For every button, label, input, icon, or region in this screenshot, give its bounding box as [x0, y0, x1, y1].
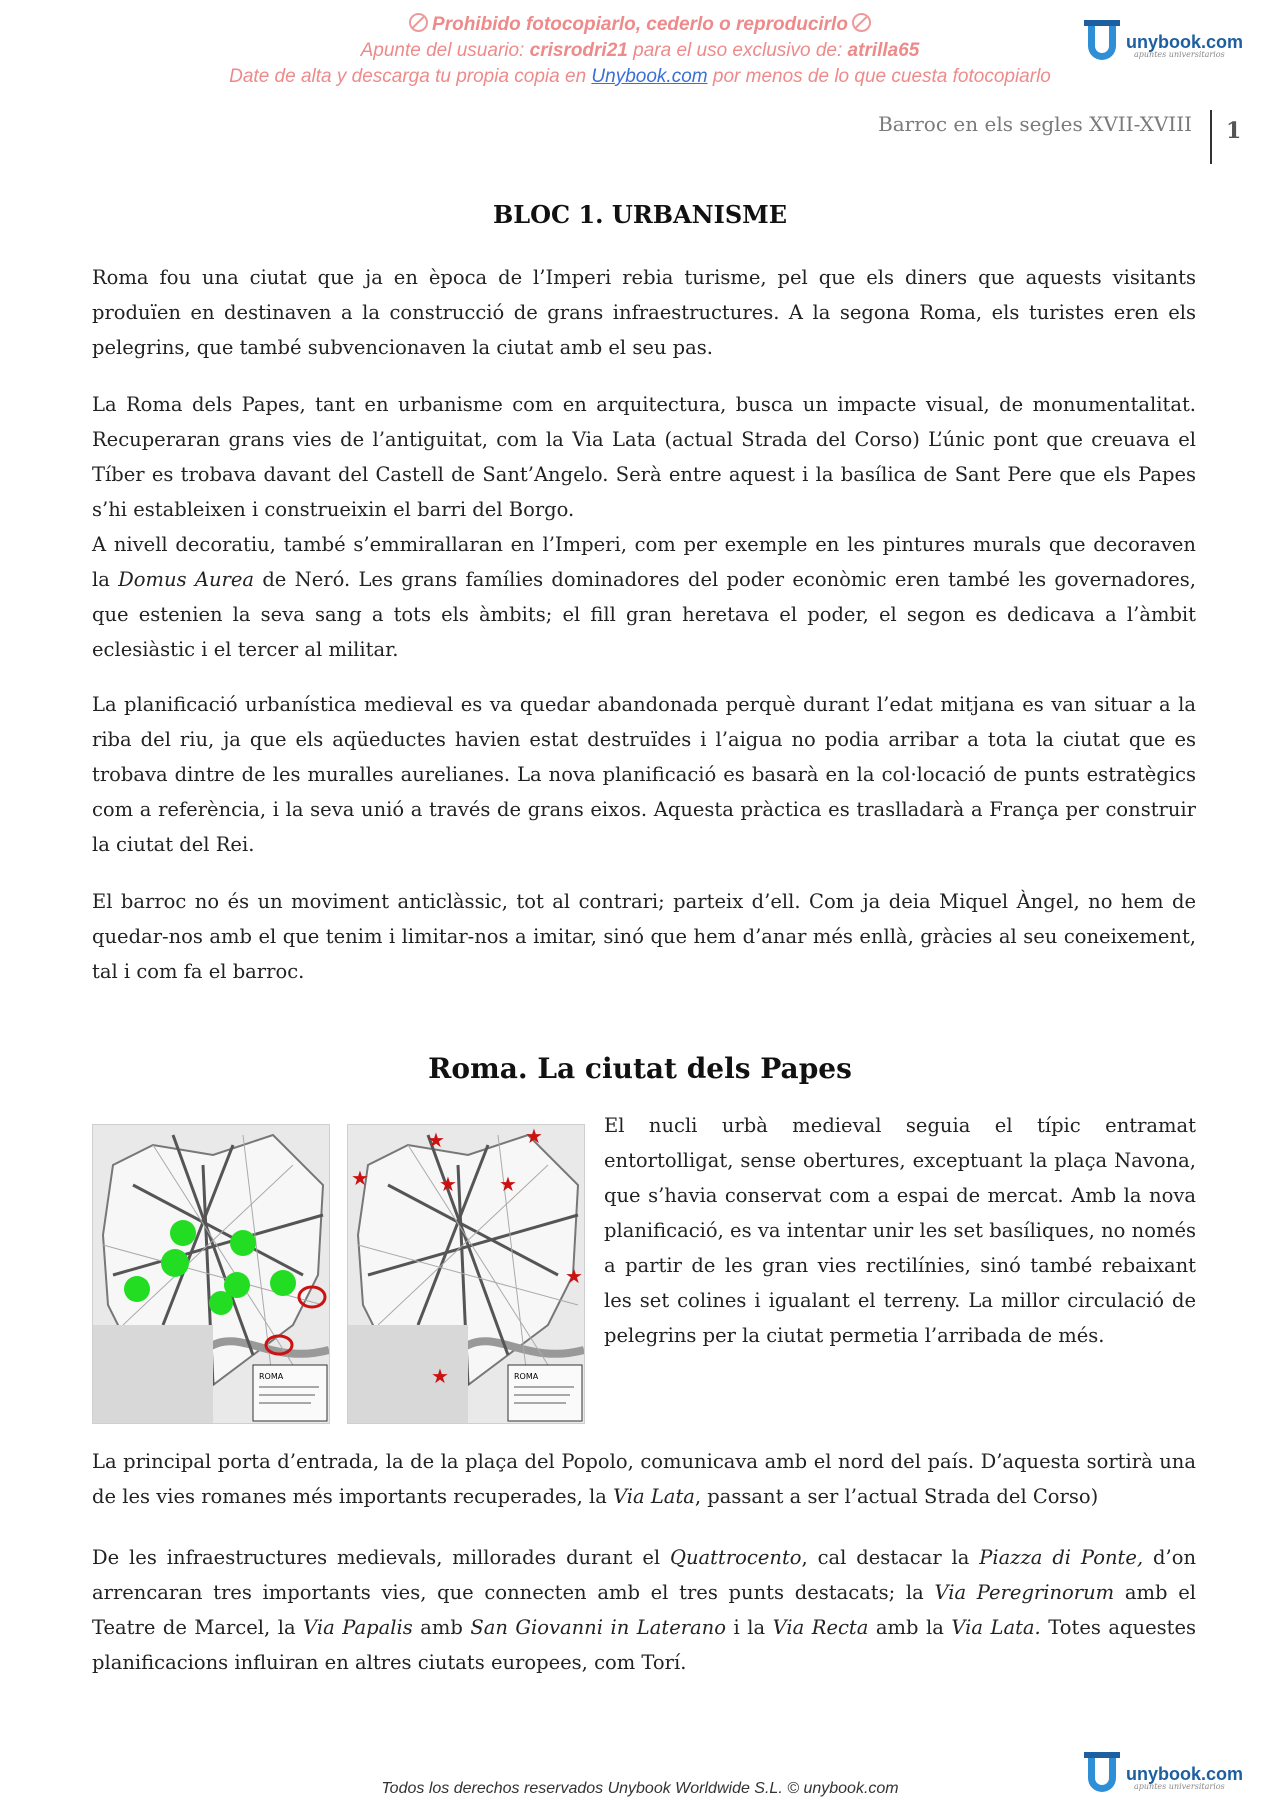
footer-copyright: Todos los derechos reservados Unybook Worldwide S.L. © unybook.com [381, 1780, 899, 1797]
watermark-line-2: Apunte del usuario: crisrodri21 para el uso exclusivo de: atrilla65 [360, 40, 920, 61]
prohibited-icon [409, 13, 428, 32]
rome-map-gates [347, 1124, 585, 1424]
paragraph-popolo: La principal porta d’entrada, la de la plaça del Popolo, comunicava amb el nord del país. D’aquesta sortirà una de les vies romanes més importants recuperades, la Via Lata, passant a ser l’actual Strada del Corso) [92, 1450, 1196, 1508]
svg-text:ROMA: ROMA [259, 1372, 284, 1381]
prohibited-icon [852, 13, 871, 32]
basilica-marker [161, 1249, 189, 1277]
page-number: 1 [1210, 110, 1241, 164]
unybook-logo-footer[interactable]: unybook.com apuntes universitarios [1086, 1752, 1243, 1796]
paragraph-3: A nivell decoratiu, també s’emmirallaran en l’Imperi, com per exemple en les pintures murals que decoraven la Domus Aurea de Neró. Les grans famílies dominadores del poder econòmic eren també les governadores, que estenien la seva sang a tots els àmbits; el fill gran heretava el poder, el segon es dedicava a l’àmbit eclesiàstic i el tercer al militar. [92, 533, 1197, 661]
gate-star-icon: ★ [351, 1166, 369, 1190]
unybook-u-icon [1086, 1752, 1124, 1796]
paragraph-1: Roma fou una ciutat que ja en època de l’Imperi rebia turisme, pel que els diners que aquests visitants produïen en destinaven a la construcció de grans infraestructures. A la segona Roma, els turistes eren els pelegrins, que també subvencionaven la ciutat amb el seu pas. [92, 266, 1196, 359]
basilica-marker [270, 1270, 296, 1296]
gate-star-icon: ★ [499, 1172, 517, 1196]
basilica-marker [230, 1230, 256, 1256]
side-paragraph: El nucli urbà medieval seguia el típic entramat entortolligat, sense obertures, exceptuant la plaça Navona, que s’havia conservat com a espai de mercat. Amb la nova planificació, es va intentar unir les set basíliques, no només a partir de les gran vies rectilínies, sinó també rebaixant les set colines i igualant el terreny. La millor circulació de pelegrins per la ciutat permetia l’arribada de més. [604, 1114, 1196, 1347]
paragraph-2: La Roma dels Papes, tant en urbanisme com en arquitectura, busca un impacte visual, de monumentalitat. Recuperaran grans vies de l’antiguitat, com la Via Lata (actual Strada del Corso) L’únic pont que creuava el Tíber es trobava davant del Castell de Sant’Angelo. Serà entre aquest i la basílica de Sant Pere que els Papes s’hi estableixen i construeixin el barri del Borgo. [92, 393, 1196, 521]
paragraph-4: La planificació urbanística medieval es va quedar abandonada perquè durant l’edat mitjana es van situar a la riba del riu, ja que els aqüeductes havien estat destruïdes i l’aigua no podia arribar a tota la ciutat que es trobava dintre de les muralles aurelianes. La nova planificació es basarà en la col·locació de punts estratègics com a referència, i la seva unió a través de grans eixos. Aquesta pràctica es traslladarà a França per construir la ciutat del Rei. [92, 693, 1196, 856]
paragraph-5: El barroc no és un moviment anticlàssic, tot al contrari; parteix d’ell. Com ja deia Miquel Àngel, no hem de quedar-nos amb el que tenim i limitar-nos a imitar, sinó que hem d’anar més enllà, gràcies al seu coneixement, tal i com fa el barroc. [92, 890, 1196, 983]
running-title: Barroc en els segles XVII-XVIII [878, 112, 1192, 136]
watermark-line-3: Date de alta y descarga tu propia copia en Unybook.com por menos de lo que cuesta fotocopiarlo [229, 66, 1051, 87]
paragraph-infrastructures: De les infraestructures medievals, millorades durant el Quattrocento, cal destacar la Piazza di Ponte, d’on arrencaran tres importants vies, que connecten amb el tres punts destacats; la Via Peregrinorum amb el Teatre de Marcel, la Via Papalis amb San Giovanni in Laterano i la Via Recta amb la Via Lata. Totes aquestes planificacions influiran en altres ciutats europees, com Torí. [92, 1546, 1197, 1674]
unybook-u-icon [1086, 20, 1124, 64]
gate-star-icon: ★ [525, 1125, 543, 1148]
rome-map-1-drawing [93, 1125, 329, 1423]
basilica-marker [124, 1276, 150, 1302]
gate-star-icon: ★ [565, 1264, 583, 1288]
unybook-link[interactable]: Unybook.com [591, 66, 708, 87]
gate-star-icon: ★ [431, 1364, 449, 1388]
basilica-marker [209, 1291, 233, 1315]
watermark-line-1: Prohibido fotocopiarlo, cederlo o reproducirlo [0, 12, 1280, 38]
section-title: Roma. La ciutat dels Papes [428, 1052, 852, 1085]
rome-map-2-drawing [348, 1125, 584, 1423]
unybook-logo[interactable]: unybook.com apuntes universitarios [1086, 20, 1243, 64]
rome-map-basilicas [92, 1124, 330, 1424]
bloc-title: BLOC 1. URBANISME [492, 200, 788, 229]
gate-star-icon: ★ [427, 1128, 445, 1152]
basilica-marker [170, 1220, 196, 1246]
gate-star-icon: ★ [439, 1172, 457, 1196]
svg-text:ROMA: ROMA [514, 1372, 539, 1381]
